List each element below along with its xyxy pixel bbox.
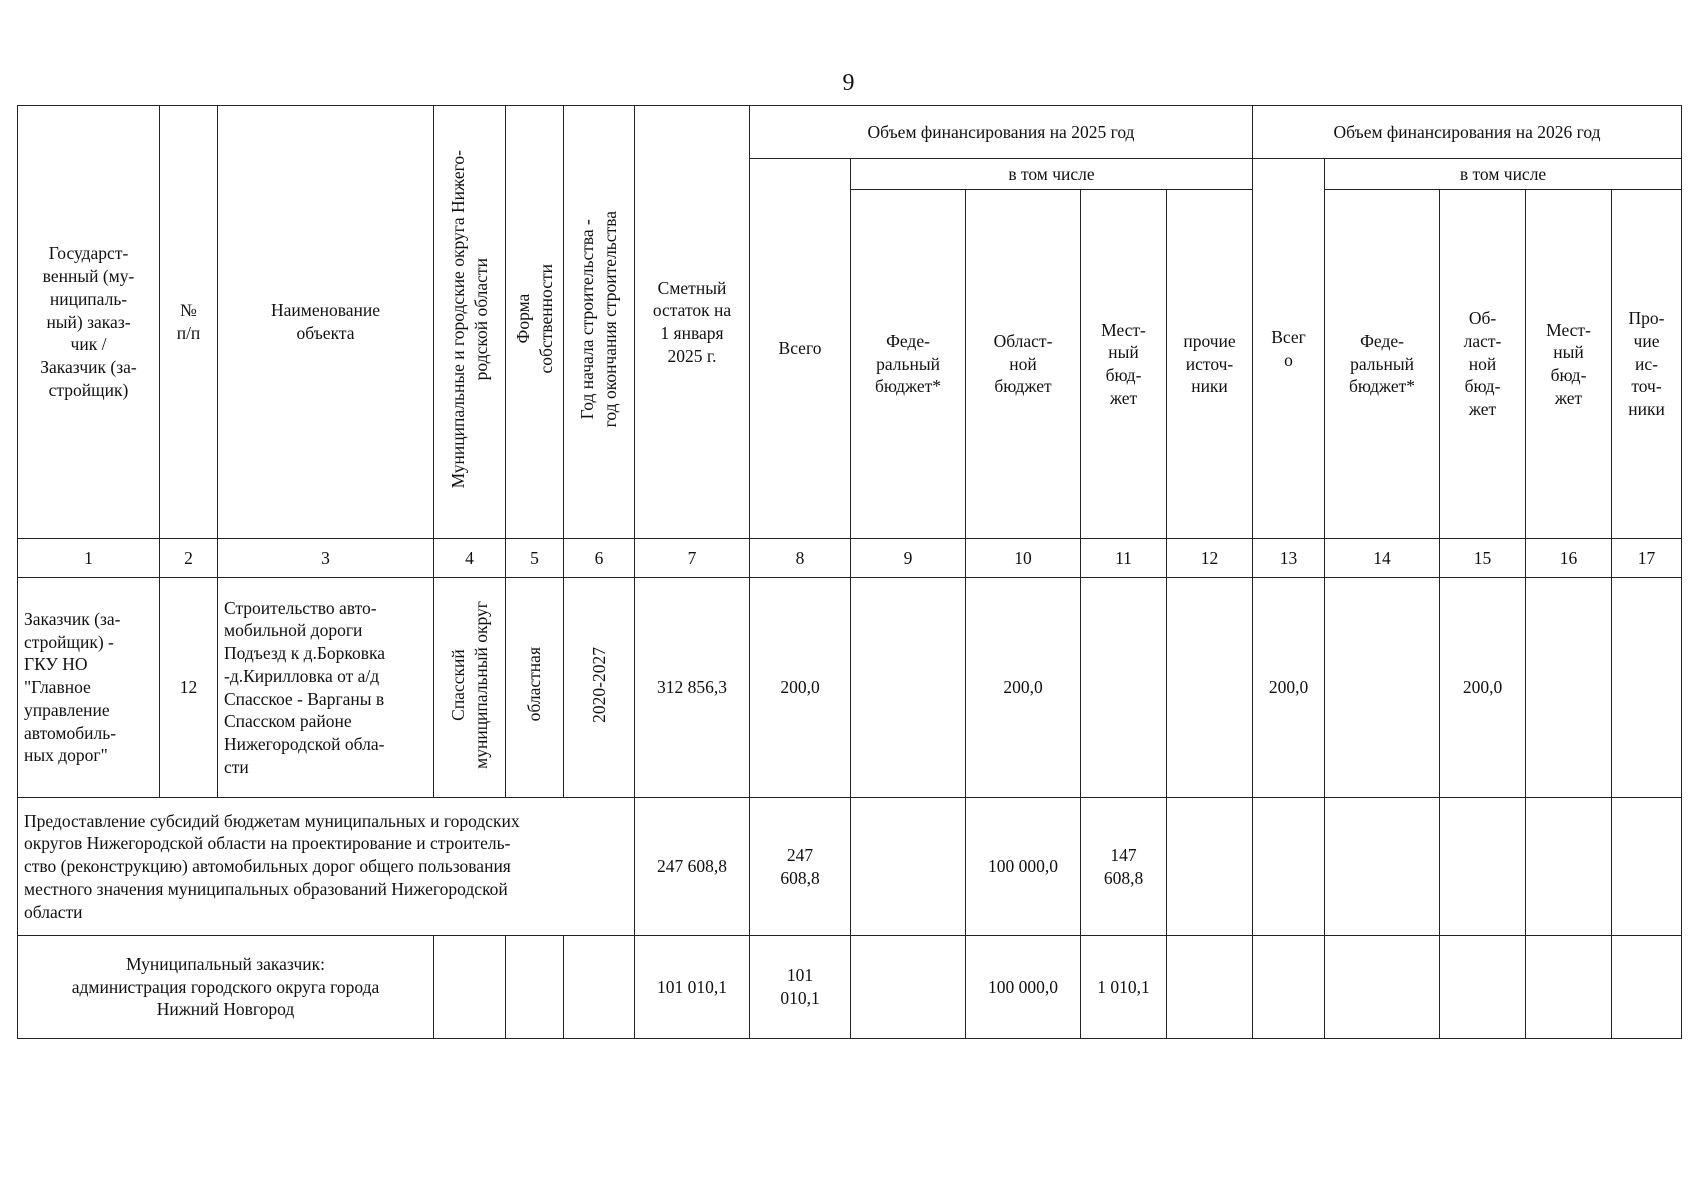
subsidy-total-2026 <box>1253 798 1325 936</box>
column-number: 9 <box>851 539 966 578</box>
column-number: 2 <box>160 539 218 578</box>
object-years: 2020-2027 <box>588 646 609 723</box>
page-number: 9 <box>842 70 855 96</box>
column-number: 16 <box>1526 539 1612 578</box>
subsidy-other-2025 <box>1167 798 1253 936</box>
funding-table <box>17 105 1682 1039</box>
column-number: 8 <box>750 539 851 578</box>
table-row-object <box>18 578 1682 798</box>
table-row-subsidy <box>18 798 1682 936</box>
object-federal-2026 <box>1325 578 1440 798</box>
object-district-cell <box>434 578 506 798</box>
header-federal-2026: Феде- ральный бюджет* <box>1325 190 1440 539</box>
municipal-customer: Муниципальный заказчик: администрация городского округа города Нижний Новгород <box>18 936 434 1039</box>
column-number: 5 <box>506 539 564 578</box>
header-regional-2025: Област- ной бюджет <box>966 190 1081 539</box>
column-number: 4 <box>434 539 506 578</box>
column-number: 3 <box>218 539 434 578</box>
subsidy-total-2025: 247 608,8 <box>750 798 851 936</box>
column-number: 11 <box>1081 539 1167 578</box>
object-years-cell <box>564 578 635 798</box>
municipal-regional-2026 <box>1440 936 1526 1039</box>
header-customer: Государст- венный (му- ниципаль- ный) заказ- чик / Заказчик (за- стройщик) <box>18 106 160 539</box>
column-number: 7 <box>635 539 750 578</box>
object-customer: Заказчик (за- стройщик) - ГКУ НО "Главное управление автомобиль- ных дорог" <box>18 578 160 798</box>
subsidy-estimated-balance: 247 608,8 <box>635 798 750 936</box>
municipal-other-2026 <box>1612 936 1682 1039</box>
municipal-total-2025: 101 010,1 <box>750 936 851 1039</box>
subsidy-regional-2025: 100 000,0 <box>966 798 1081 936</box>
object-local-2025 <box>1081 578 1167 798</box>
column-numbers-row <box>18 539 1682 578</box>
column-number: 15 <box>1440 539 1526 578</box>
column-number: 6 <box>564 539 635 578</box>
municipal-federal-2026 <box>1325 936 1440 1039</box>
object-federal-2025 <box>851 578 966 798</box>
header-row-1 <box>18 106 1682 159</box>
object-regional-2025: 200,0 <box>966 578 1081 798</box>
object-name: Строительство авто- мобильной дороги Подъезд к д.Борковка -д.Кирилловка от а/д Спасское - Варганы в Спасском районе Нижегородской обла- сти <box>218 578 434 798</box>
header-other-2026: Про- чие ис- точ- ники <box>1612 190 1682 539</box>
object-total-2026: 200,0 <box>1253 578 1325 798</box>
header-local-2026: Мест- ный бюд- жет <box>1526 190 1612 539</box>
header-regional-2026: Об- ласт- ной бюд- жет <box>1440 190 1526 539</box>
header-total-2025: Всего <box>750 159 851 539</box>
table-row-municipal <box>18 936 1682 1039</box>
header-local-2025: Мест- ный бюд- жет <box>1081 190 1167 539</box>
subsidy-local-2026 <box>1526 798 1612 936</box>
column-number: 1 <box>18 539 160 578</box>
object-other-2026 <box>1612 578 1682 798</box>
object-district: Спасский муниципальный округ <box>447 600 491 769</box>
object-total-2025: 200,0 <box>750 578 851 798</box>
municipal-total-2026 <box>1253 936 1325 1039</box>
header-object-name: Наименование объекта <box>218 106 434 539</box>
column-number: 14 <box>1325 539 1440 578</box>
header-construction-years-cell <box>564 106 635 539</box>
municipal-other-2025 <box>1167 936 1253 1039</box>
column-number: 10 <box>966 539 1081 578</box>
header-ownership: Форма собственности <box>512 264 556 374</box>
municipal-local-2025: 1 010,1 <box>1081 936 1167 1039</box>
header-construction-years: Год начала строительства - год окончания строительства <box>577 210 620 428</box>
object-estimated-balance: 312 856,3 <box>635 578 750 798</box>
header-funding-2026: Объем финансирования на 2026 год <box>1253 106 1682 159</box>
header-funding-2025: Объем финансирования на 2025 год <box>750 106 1253 159</box>
subsidy-description: Предоставление субсидий бюджетам муниципальных и городских округов Нижегородской области на проектирование и строитель- ство (реконструкцию) автомобильных дорог общего пользования местного значения муниципальных образований Нижегородской области <box>18 798 635 936</box>
object-regional-2026: 200,0 <box>1440 578 1526 798</box>
header-number: № п/п <box>160 106 218 539</box>
header-municipal-districts-cell <box>434 106 506 539</box>
header-other-2025: прочие источ- ники <box>1167 190 1253 539</box>
municipal-federal-2025 <box>851 936 966 1039</box>
object-other-2025 <box>1167 578 1253 798</box>
municipal-years <box>564 936 635 1039</box>
object-ownership: областная <box>524 647 545 722</box>
municipal-regional-2025: 100 000,0 <box>966 936 1081 1039</box>
subsidy-federal-2025 <box>851 798 966 936</box>
municipal-ownership <box>506 936 564 1039</box>
subsidy-regional-2026 <box>1440 798 1526 936</box>
object-ownership-cell <box>506 578 564 798</box>
municipal-local-2026 <box>1526 936 1612 1039</box>
header-estimated-balance: Сметный остаток на 1 января 2025 г. <box>635 106 750 539</box>
header-federal-2025: Феде- ральный бюджет* <box>851 190 966 539</box>
header-ownership-cell <box>506 106 564 539</box>
header-including-2026: в том числе <box>1325 159 1682 190</box>
subsidy-other-2026 <box>1612 798 1682 936</box>
subsidy-federal-2026 <box>1325 798 1440 936</box>
header-municipal-districts: Муниципальные и городские округа Нижего- родской области <box>447 149 491 489</box>
municipal-district <box>434 936 506 1039</box>
column-number: 17 <box>1612 539 1682 578</box>
column-number: 12 <box>1167 539 1253 578</box>
subsidy-local-2025: 147 608,8 <box>1081 798 1167 936</box>
municipal-estimated-balance: 101 010,1 <box>635 936 750 1039</box>
column-number: 13 <box>1253 539 1325 578</box>
object-number: 12 <box>160 578 218 798</box>
object-local-2026 <box>1526 578 1612 798</box>
header-including-2025: в том числе <box>851 159 1253 190</box>
header-total-2026: Всег о <box>1253 159 1325 539</box>
